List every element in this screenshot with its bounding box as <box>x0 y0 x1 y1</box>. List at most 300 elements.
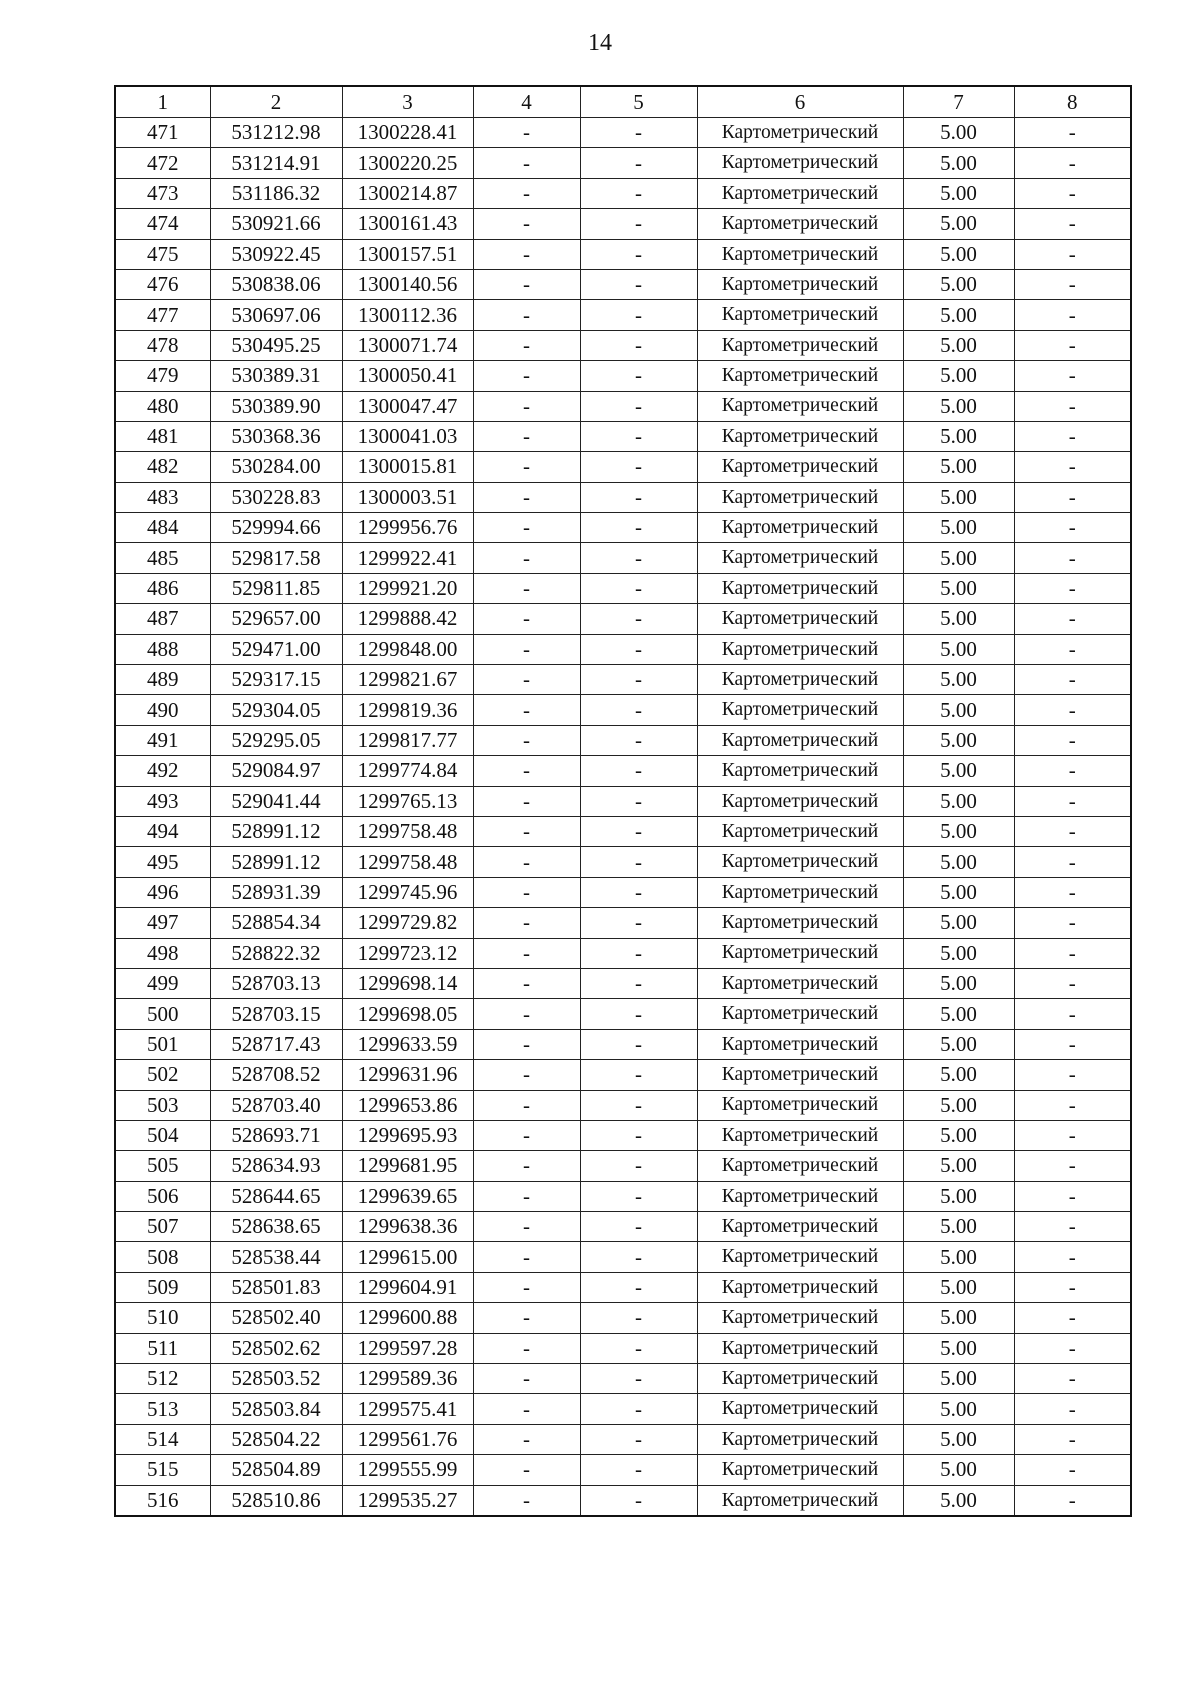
column-5-cell: - <box>580 1485 697 1516</box>
method-cell: Картометрический <box>697 1029 903 1059</box>
x-coordinate-cell: 528717.43 <box>210 1029 342 1059</box>
column-4-cell: - <box>473 1364 580 1394</box>
x-coordinate-cell: 528502.62 <box>210 1333 342 1363</box>
method-cell: Картометрический <box>697 604 903 634</box>
point-number-cell: 479 <box>115 361 210 391</box>
column-4-cell: - <box>473 452 580 482</box>
column-5-cell: - <box>580 118 697 148</box>
column-4-cell: - <box>473 543 580 573</box>
table-row <box>115 908 1131 938</box>
column-8-cell: - <box>1014 1181 1131 1211</box>
x-coordinate-cell: 528822.32 <box>210 938 342 968</box>
accuracy-cell: 5.00 <box>903 513 1014 543</box>
x-coordinate-cell: 528503.84 <box>210 1394 342 1424</box>
column-5-cell: - <box>580 1394 697 1424</box>
y-coordinate-cell: 1299821.67 <box>342 665 473 695</box>
x-coordinate-cell: 529817.58 <box>210 543 342 573</box>
table-row <box>115 421 1131 451</box>
y-coordinate-cell: 1299698.05 <box>342 999 473 1029</box>
column-5-cell: - <box>580 209 697 239</box>
table-row <box>115 1303 1131 1333</box>
point-number-cell: 500 <box>115 999 210 1029</box>
y-coordinate-cell: 1299597.28 <box>342 1333 473 1363</box>
column-header: 5 <box>580 86 697 118</box>
accuracy-cell: 5.00 <box>903 543 1014 573</box>
column-header: 7 <box>903 86 1014 118</box>
x-coordinate-cell: 530838.06 <box>210 269 342 299</box>
column-header: 6 <box>697 86 903 118</box>
method-cell: Картометрический <box>697 968 903 998</box>
y-coordinate-cell: 1299600.88 <box>342 1303 473 1333</box>
method-cell: Картометрический <box>697 847 903 877</box>
x-coordinate-cell: 529657.00 <box>210 604 342 634</box>
column-8-cell: - <box>1014 1060 1131 1090</box>
x-coordinate-cell: 528510.86 <box>210 1485 342 1516</box>
x-coordinate-cell: 529084.97 <box>210 756 342 786</box>
column-header: 3 <box>342 86 473 118</box>
column-8-cell: - <box>1014 391 1131 421</box>
column-8-cell: - <box>1014 361 1131 391</box>
column-8-cell: - <box>1014 573 1131 603</box>
column-5-cell: - <box>580 938 697 968</box>
column-8-cell: - <box>1014 1090 1131 1120</box>
y-coordinate-cell: 1299723.12 <box>342 938 473 968</box>
column-5-cell: - <box>580 756 697 786</box>
x-coordinate-cell: 528931.39 <box>210 877 342 907</box>
table-row <box>115 543 1131 573</box>
accuracy-cell: 5.00 <box>903 816 1014 846</box>
column-4-cell: - <box>473 1212 580 1242</box>
point-number-cell: 486 <box>115 573 210 603</box>
table-row <box>115 178 1131 208</box>
column-5-cell: - <box>580 1242 697 1272</box>
page-number: 14 <box>588 30 612 56</box>
column-4-cell: - <box>473 1303 580 1333</box>
column-5-cell: - <box>580 1364 697 1394</box>
y-coordinate-cell: 1299589.36 <box>342 1364 473 1394</box>
x-coordinate-cell: 528538.44 <box>210 1242 342 1272</box>
method-cell: Картометрический <box>697 725 903 755</box>
point-number-cell: 501 <box>115 1029 210 1059</box>
accuracy-cell: 5.00 <box>903 968 1014 998</box>
table-header-row <box>115 86 1131 118</box>
accuracy-cell: 5.00 <box>903 573 1014 603</box>
column-5-cell: - <box>580 816 697 846</box>
accuracy-cell: 5.00 <box>903 1060 1014 1090</box>
table-row <box>115 1333 1131 1363</box>
point-number-cell: 490 <box>115 695 210 725</box>
point-number-cell: 498 <box>115 938 210 968</box>
method-cell: Картометрический <box>697 452 903 482</box>
point-number-cell: 478 <box>115 330 210 360</box>
accuracy-cell: 5.00 <box>903 665 1014 695</box>
column-5-cell: - <box>580 1151 697 1181</box>
column-5-cell: - <box>580 452 697 482</box>
x-coordinate-cell: 528693.71 <box>210 1120 342 1150</box>
y-coordinate-cell: 1299774.84 <box>342 756 473 786</box>
column-8-cell: - <box>1014 665 1131 695</box>
accuracy-cell: 5.00 <box>903 1181 1014 1211</box>
column-5-cell: - <box>580 391 697 421</box>
column-5-cell: - <box>580 665 697 695</box>
x-coordinate-cell: 529295.05 <box>210 725 342 755</box>
accuracy-cell: 5.00 <box>903 725 1014 755</box>
table-row <box>115 118 1131 148</box>
method-cell: Картометрический <box>697 1242 903 1272</box>
accuracy-cell: 5.00 <box>903 1364 1014 1394</box>
accuracy-cell: 5.00 <box>903 300 1014 330</box>
y-coordinate-cell: 1299695.93 <box>342 1120 473 1150</box>
column-4-cell: - <box>473 999 580 1029</box>
table-row <box>115 847 1131 877</box>
column-4-cell: - <box>473 1242 580 1272</box>
point-number-cell: 476 <box>115 269 210 299</box>
y-coordinate-cell: 1299535.27 <box>342 1485 473 1516</box>
x-coordinate-cell: 529811.85 <box>210 573 342 603</box>
column-8-cell: - <box>1014 269 1131 299</box>
column-4-cell: - <box>473 269 580 299</box>
column-8-cell: - <box>1014 1394 1131 1424</box>
x-coordinate-cell: 528634.93 <box>210 1151 342 1181</box>
accuracy-cell: 5.00 <box>903 1455 1014 1485</box>
point-number-cell: 481 <box>115 421 210 451</box>
x-coordinate-cell: 528854.34 <box>210 908 342 938</box>
accuracy-cell: 5.00 <box>903 1394 1014 1424</box>
method-cell: Картометрический <box>697 269 903 299</box>
method-cell: Картометрический <box>697 1181 903 1211</box>
column-4-cell: - <box>473 1424 580 1454</box>
point-number-cell: 480 <box>115 391 210 421</box>
column-5-cell: - <box>580 847 697 877</box>
y-coordinate-cell: 1299575.41 <box>342 1394 473 1424</box>
table-row <box>115 513 1131 543</box>
column-8-cell: - <box>1014 118 1131 148</box>
accuracy-cell: 5.00 <box>903 756 1014 786</box>
x-coordinate-cell: 528502.40 <box>210 1303 342 1333</box>
point-number-cell: 497 <box>115 908 210 938</box>
column-5-cell: - <box>580 1303 697 1333</box>
column-8-cell: - <box>1014 421 1131 451</box>
column-5-cell: - <box>580 239 697 269</box>
column-5-cell: - <box>580 543 697 573</box>
column-8-cell: - <box>1014 816 1131 846</box>
table-row <box>115 604 1131 634</box>
x-coordinate-cell: 529304.05 <box>210 695 342 725</box>
point-number-cell: 502 <box>115 1060 210 1090</box>
accuracy-cell: 5.00 <box>903 269 1014 299</box>
column-5-cell: - <box>580 1212 697 1242</box>
column-4-cell: - <box>473 634 580 664</box>
x-coordinate-cell: 528991.12 <box>210 847 342 877</box>
table-row <box>115 1181 1131 1211</box>
point-number-cell: 492 <box>115 756 210 786</box>
method-cell: Картометрический <box>697 573 903 603</box>
table-row <box>115 877 1131 907</box>
table-row <box>115 269 1131 299</box>
table-row <box>115 968 1131 998</box>
column-8-cell: - <box>1014 877 1131 907</box>
accuracy-cell: 5.00 <box>903 118 1014 148</box>
column-8-cell: - <box>1014 543 1131 573</box>
y-coordinate-cell: 1299819.36 <box>342 695 473 725</box>
table-row <box>115 1272 1131 1302</box>
point-number-cell: 508 <box>115 1242 210 1272</box>
column-5-cell: - <box>580 1272 697 1302</box>
point-number-cell: 514 <box>115 1424 210 1454</box>
column-8-cell: - <box>1014 786 1131 816</box>
point-number-cell: 506 <box>115 1181 210 1211</box>
column-8-cell: - <box>1014 847 1131 877</box>
method-cell: Картометрический <box>697 695 903 725</box>
column-8-cell: - <box>1014 1029 1131 1059</box>
x-coordinate-cell: 528501.83 <box>210 1272 342 1302</box>
table-row <box>115 756 1131 786</box>
point-number-cell: 493 <box>115 786 210 816</box>
table-row <box>115 725 1131 755</box>
x-coordinate-cell: 528703.15 <box>210 999 342 1029</box>
point-number-cell: 471 <box>115 118 210 148</box>
y-coordinate-cell: 1299615.00 <box>342 1242 473 1272</box>
table-row <box>115 1394 1131 1424</box>
x-coordinate-cell: 528638.65 <box>210 1212 342 1242</box>
point-number-cell: 474 <box>115 209 210 239</box>
x-coordinate-cell: 530697.06 <box>210 300 342 330</box>
column-5-cell: - <box>580 877 697 907</box>
column-4-cell: - <box>473 513 580 543</box>
table-row <box>115 361 1131 391</box>
column-8-cell: - <box>1014 1485 1131 1516</box>
point-number-cell: 484 <box>115 513 210 543</box>
column-8-cell: - <box>1014 634 1131 664</box>
column-8-cell: - <box>1014 908 1131 938</box>
method-cell: Картометрический <box>697 908 903 938</box>
y-coordinate-cell: 1299698.14 <box>342 968 473 998</box>
column-8-cell: - <box>1014 1120 1131 1150</box>
column-5-cell: - <box>580 1455 697 1485</box>
table-row <box>115 1060 1131 1090</box>
table-row <box>115 1242 1131 1272</box>
coordinates-table <box>114 85 1132 1517</box>
method-cell: Картометрический <box>697 1394 903 1424</box>
column-4-cell: - <box>473 118 580 148</box>
x-coordinate-cell: 529317.15 <box>210 665 342 695</box>
y-coordinate-cell: 1299631.96 <box>342 1060 473 1090</box>
column-5-cell: - <box>580 1090 697 1120</box>
method-cell: Картометрический <box>697 938 903 968</box>
point-number-cell: 516 <box>115 1485 210 1516</box>
point-number-cell: 505 <box>115 1151 210 1181</box>
column-header: 1 <box>115 86 210 118</box>
accuracy-cell: 5.00 <box>903 1029 1014 1059</box>
table-row <box>115 1029 1131 1059</box>
method-cell: Картометрический <box>697 391 903 421</box>
method-cell: Картометрический <box>697 999 903 1029</box>
point-number-cell: 512 <box>115 1364 210 1394</box>
table-row <box>115 482 1131 512</box>
method-cell: Картометрический <box>697 1060 903 1090</box>
column-4-cell: - <box>473 1394 580 1424</box>
x-coordinate-cell: 530495.25 <box>210 330 342 360</box>
column-4-cell: - <box>473 1060 580 1090</box>
method-cell: Картометрический <box>697 330 903 360</box>
y-coordinate-cell: 1299956.76 <box>342 513 473 543</box>
accuracy-cell: 5.00 <box>903 1090 1014 1120</box>
column-8-cell: - <box>1014 604 1131 634</box>
method-cell: Картометрический <box>697 816 903 846</box>
column-4-cell: - <box>473 573 580 603</box>
column-4-cell: - <box>473 300 580 330</box>
point-number-cell: 482 <box>115 452 210 482</box>
accuracy-cell: 5.00 <box>903 695 1014 725</box>
column-4-cell: - <box>473 1090 580 1120</box>
method-cell: Картометрический <box>697 118 903 148</box>
column-8-cell: - <box>1014 452 1131 482</box>
column-8-cell: - <box>1014 1151 1131 1181</box>
accuracy-cell: 5.00 <box>903 178 1014 208</box>
x-coordinate-cell: 531212.98 <box>210 118 342 148</box>
x-coordinate-cell: 530368.36 <box>210 421 342 451</box>
column-4-cell: - <box>473 1485 580 1516</box>
method-cell: Картометрический <box>697 148 903 178</box>
method-cell: Картометрический <box>697 1303 903 1333</box>
method-cell: Картометрический <box>697 300 903 330</box>
x-coordinate-cell: 530284.00 <box>210 452 342 482</box>
x-coordinate-cell: 530389.90 <box>210 391 342 421</box>
y-coordinate-cell: 1299561.76 <box>342 1424 473 1454</box>
y-coordinate-cell: 1300214.87 <box>342 178 473 208</box>
table-row <box>115 573 1131 603</box>
column-8-cell: - <box>1014 1455 1131 1485</box>
column-4-cell: - <box>473 816 580 846</box>
point-number-cell: 499 <box>115 968 210 998</box>
table-row <box>115 938 1131 968</box>
method-cell: Картометрический <box>697 1212 903 1242</box>
column-4-cell: - <box>473 1029 580 1059</box>
column-4-cell: - <box>473 421 580 451</box>
column-header: 8 <box>1014 86 1131 118</box>
table-row <box>115 1151 1131 1181</box>
accuracy-cell: 5.00 <box>903 877 1014 907</box>
column-5-cell: - <box>580 1181 697 1211</box>
table-row <box>115 786 1131 816</box>
method-cell: Картометрический <box>697 877 903 907</box>
column-8-cell: - <box>1014 148 1131 178</box>
point-number-cell: 504 <box>115 1120 210 1150</box>
column-4-cell: - <box>473 908 580 938</box>
x-coordinate-cell: 529041.44 <box>210 786 342 816</box>
point-number-cell: 491 <box>115 725 210 755</box>
accuracy-cell: 5.00 <box>903 421 1014 451</box>
y-coordinate-cell: 1299638.36 <box>342 1212 473 1242</box>
y-coordinate-cell: 1299888.42 <box>342 604 473 634</box>
y-coordinate-cell: 1299765.13 <box>342 786 473 816</box>
y-coordinate-cell: 1299758.48 <box>342 816 473 846</box>
table-row <box>115 300 1131 330</box>
x-coordinate-cell: 529994.66 <box>210 513 342 543</box>
method-cell: Картометрический <box>697 1424 903 1454</box>
table-row <box>115 1455 1131 1485</box>
column-5-cell: - <box>580 634 697 664</box>
method-cell: Картометрический <box>697 1455 903 1485</box>
y-coordinate-cell: 1299729.82 <box>342 908 473 938</box>
x-coordinate-cell: 528991.12 <box>210 816 342 846</box>
accuracy-cell: 5.00 <box>903 1151 1014 1181</box>
method-cell: Картометрический <box>697 1485 903 1516</box>
column-4-cell: - <box>473 756 580 786</box>
column-8-cell: - <box>1014 513 1131 543</box>
point-number-cell: 487 <box>115 604 210 634</box>
x-coordinate-cell: 528503.52 <box>210 1364 342 1394</box>
table-row <box>115 330 1131 360</box>
column-5-cell: - <box>580 178 697 208</box>
method-cell: Картометрический <box>697 786 903 816</box>
x-coordinate-cell: 531214.91 <box>210 148 342 178</box>
method-cell: Картометрический <box>697 665 903 695</box>
method-cell: Картометрический <box>697 1272 903 1302</box>
column-8-cell: - <box>1014 1333 1131 1363</box>
point-number-cell: 473 <box>115 178 210 208</box>
column-4-cell: - <box>473 786 580 816</box>
column-5-cell: - <box>580 999 697 1029</box>
point-number-cell: 515 <box>115 1455 210 1485</box>
x-coordinate-cell: 528504.89 <box>210 1455 342 1485</box>
method-cell: Картометрический <box>697 361 903 391</box>
accuracy-cell: 5.00 <box>903 634 1014 664</box>
point-number-cell: 485 <box>115 543 210 573</box>
accuracy-cell: 5.00 <box>903 938 1014 968</box>
accuracy-cell: 5.00 <box>903 908 1014 938</box>
method-cell: Картометрический <box>697 1151 903 1181</box>
accuracy-cell: 5.00 <box>903 482 1014 512</box>
y-coordinate-cell: 1300228.41 <box>342 118 473 148</box>
column-8-cell: - <box>1014 999 1131 1029</box>
point-number-cell: 507 <box>115 1212 210 1242</box>
accuracy-cell: 5.00 <box>903 786 1014 816</box>
column-8-cell: - <box>1014 330 1131 360</box>
y-coordinate-cell: 1299921.20 <box>342 573 473 603</box>
column-5-cell: - <box>580 725 697 755</box>
method-cell: Картометрический <box>697 1090 903 1120</box>
column-4-cell: - <box>473 665 580 695</box>
y-coordinate-cell: 1299817.77 <box>342 725 473 755</box>
column-5-cell: - <box>580 968 697 998</box>
point-number-cell: 475 <box>115 239 210 269</box>
column-4-cell: - <box>473 847 580 877</box>
x-coordinate-cell: 528703.13 <box>210 968 342 998</box>
column-8-cell: - <box>1014 1242 1131 1272</box>
x-coordinate-cell: 528504.22 <box>210 1424 342 1454</box>
y-coordinate-cell: 1299555.99 <box>342 1455 473 1485</box>
y-coordinate-cell: 1300050.41 <box>342 361 473 391</box>
method-cell: Картометрический <box>697 1120 903 1150</box>
column-8-cell: - <box>1014 695 1131 725</box>
method-cell: Картометрический <box>697 178 903 208</box>
column-8-cell: - <box>1014 1272 1131 1302</box>
y-coordinate-cell: 1299848.00 <box>342 634 473 664</box>
column-5-cell: - <box>580 361 697 391</box>
accuracy-cell: 5.00 <box>903 1272 1014 1302</box>
accuracy-cell: 5.00 <box>903 1303 1014 1333</box>
column-4-cell: - <box>473 968 580 998</box>
column-5-cell: - <box>580 1029 697 1059</box>
table-row <box>115 1120 1131 1150</box>
table-row <box>115 1364 1131 1394</box>
column-4-cell: - <box>473 1333 580 1363</box>
y-coordinate-cell: 1299745.96 <box>342 877 473 907</box>
column-4-cell: - <box>473 695 580 725</box>
table-row <box>115 816 1131 846</box>
point-number-cell: 509 <box>115 1272 210 1302</box>
